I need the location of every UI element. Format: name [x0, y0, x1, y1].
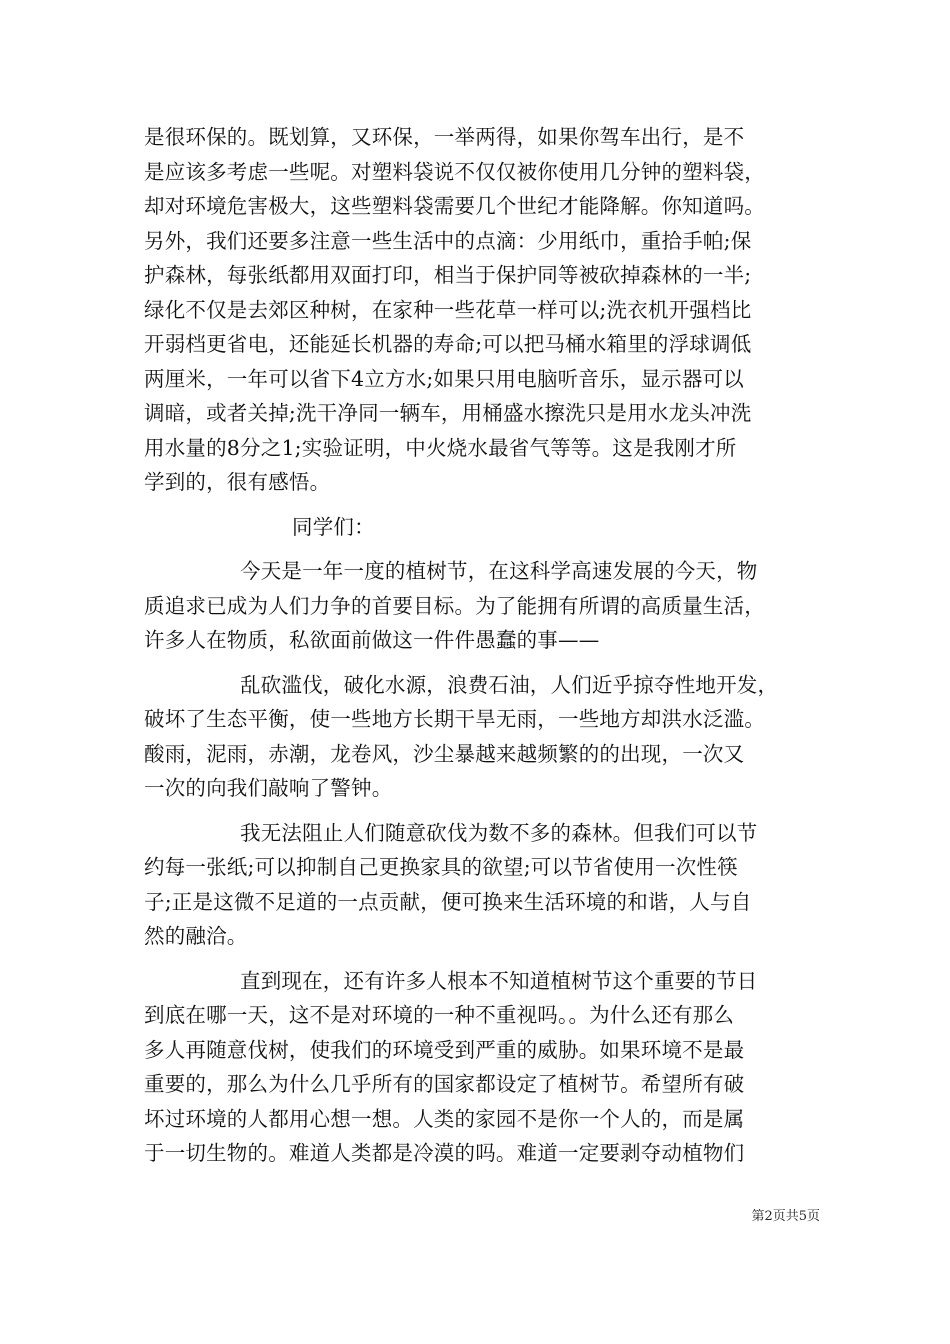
paragraph-2 — [144, 554, 824, 658]
text-line: 用水量的8分之1;实验证明，中火烧水最省气等等。这是我刚才所 — [144, 435, 737, 460]
text-line: 约每一张纸;可以抑制自己更换家具的欲望;可以节省使用一次性筷 — [144, 855, 738, 879]
text-line: 护森林，每张纸都用双面打印，相当于保护同等被砍掉森林的一半; — [144, 263, 752, 287]
text-line: 破坏了生态平衡，使一些地方长期干旱无雨，一些地方却洪水泛滥。 — [144, 707, 765, 731]
text-line: 调暗，或者关掉;洗干净同一辆车，用桶盛水擦洗只是用水龙头冲洗 — [144, 401, 752, 425]
page-number: 第2页共5页 — [751, 1209, 820, 1224]
paragraph-3 — [144, 668, 824, 806]
text-line: 是很环保的。既划算，又环保，一举两得，如果你驾车出行，是不 — [144, 125, 745, 149]
paragraph-5 — [144, 964, 824, 1171]
text-line: 许多人在物质，私欲面前做这一件件愚蠢的事—— — [144, 628, 600, 652]
text-line: 今天是一年一度的植树节，在这科学高速发展的今天，物 — [240, 559, 758, 583]
text-line: 我无法阻止人们随意砍伐为数不多的森林。但我们可以节 — [240, 820, 758, 845]
text-line: 坏过环境的人都用心想一想。人类的家园不是你一个人的，而是属 — [144, 1106, 745, 1131]
text-line: 到底在哪一天，这不是对环境的一种不重视吗。。为什么还有那么 — [144, 1003, 735, 1027]
text-line: 一次的向我们敲响了警钟。 — [144, 776, 393, 800]
document-body — [144, 120, 824, 1171]
text-line: 子;正是这微不足道的一点贡献，便可换来生活环境的和谐，人与自 — [144, 889, 752, 914]
text-line: 学到的，很有感悟。 — [144, 470, 331, 494]
text-line: 另外，我们还要多注意一些生活中的点滴：少用纸巾，重拾手帕;保 — [144, 228, 752, 253]
greeting: 同学们： — [292, 514, 375, 539]
text-line: 两厘米，一年可以省下4立方水;如果只用电脑听音乐，显示器可以 — [144, 366, 744, 391]
text-line: 然的融洽。 — [144, 924, 248, 948]
paragraph-1 — [144, 120, 824, 500]
text-line: 绿化不仅是去郊区种树，在家种一些花草一样可以;洗衣机开强档比 — [144, 297, 752, 322]
text-line: 开弱档更省电，还能延长机器的寿命;可以把马桶水箱里的浮球调低 — [144, 332, 752, 356]
text-line: 却对环境危害极大，这些塑料袋需要几个世纪才能降解。你知道吗。 — [144, 194, 765, 218]
paragraph-4 — [144, 816, 824, 954]
text-line: 于一切生物的。难道人类都是冷漠的吗。难道一定要剥夺动植物们 — [144, 1141, 745, 1165]
text-line: 质追求已成为人们力争的首要目标。为了能拥有所谓的高质量生活， — [144, 593, 765, 618]
text-line: 多人再随意伐树，使我们的环境受到严重的威胁。如果环境不是最 — [144, 1037, 745, 1062]
text-line: 酸雨，泥雨，赤潮，龙卷风，沙尘暴越来越频繁的的出现，一次又 — [144, 741, 745, 766]
text-line: 直到现在，还有许多人根本不知道植树节这个重要的节日 — [240, 968, 758, 993]
text-line: 是应该多考虑一些呢。对塑料袋说不仅仅被你使用几分钟的塑料袋， — [144, 159, 765, 184]
text-line: 乱砍滥伐，破化水源，浪费石油，人们近乎掠夺性地开发， — [240, 672, 779, 697]
text-line: 重要的，那么为什么几乎所有的国家都设定了植树节。希望所有破 — [144, 1072, 745, 1096]
